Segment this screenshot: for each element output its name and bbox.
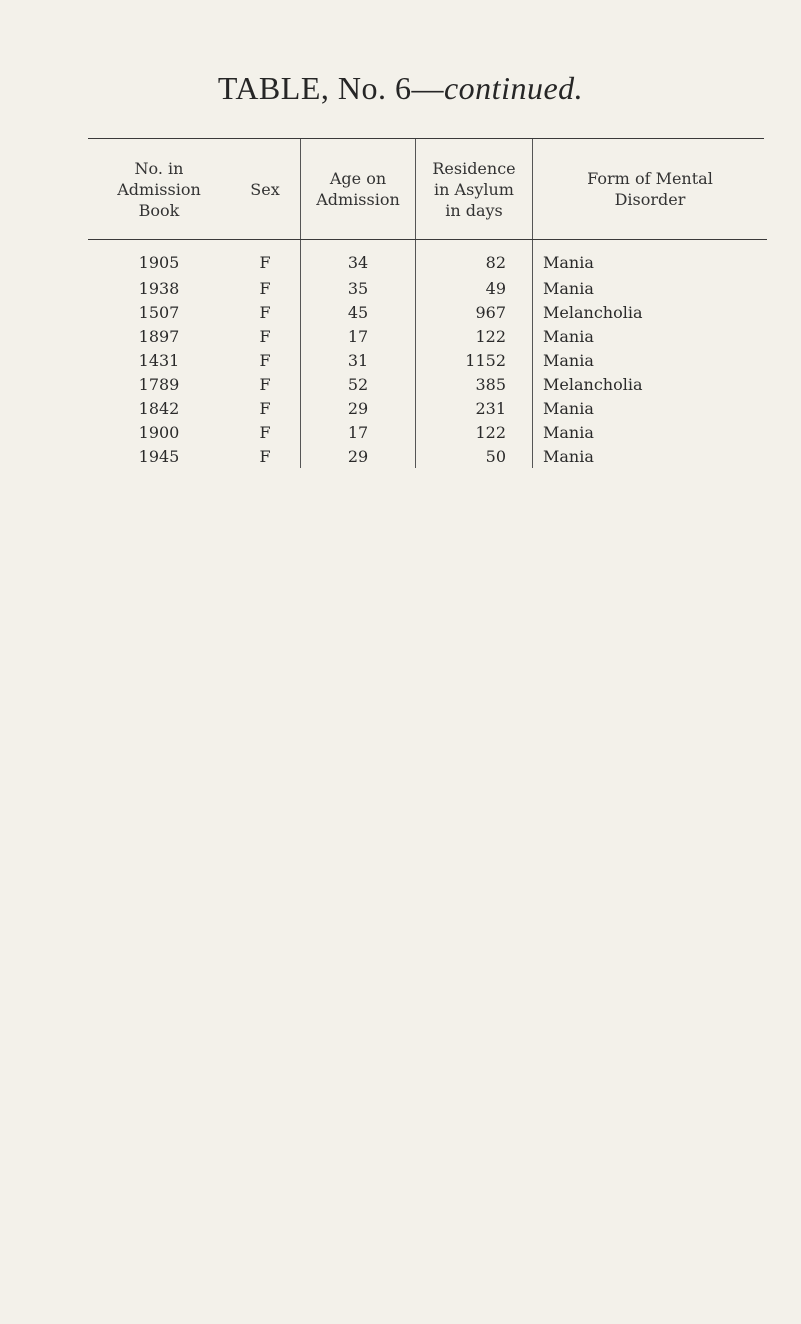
cell-sex: F bbox=[259, 350, 271, 370]
cell-sex: F bbox=[259, 302, 271, 322]
cell-residence-days: 967 bbox=[416, 300, 533, 324]
cell-age: 17 bbox=[301, 420, 416, 444]
cell-disorder: Mania bbox=[533, 420, 768, 444]
cell-age: 31 bbox=[301, 348, 416, 372]
header-admission-number: No. in Admission Book bbox=[117, 158, 201, 220]
cell-age: 29 bbox=[301, 396, 416, 420]
table-row bbox=[88, 324, 767, 348]
cell-sex: F bbox=[259, 374, 271, 394]
cell-residence-days: 385 bbox=[416, 372, 533, 396]
cell-residence-days: 231 bbox=[416, 396, 533, 420]
cell-age: 29 bbox=[301, 444, 416, 468]
table-row bbox=[88, 300, 767, 324]
cell-residence-days: 122 bbox=[416, 324, 533, 348]
header-form-of-disorder: Form of Mental Disorder bbox=[533, 139, 768, 239]
data-table-container bbox=[88, 138, 764, 468]
table-row bbox=[88, 396, 767, 420]
cell-age: 35 bbox=[301, 276, 416, 300]
cell-age: 34 bbox=[301, 240, 416, 276]
cell-residence-days: 50 bbox=[416, 444, 533, 468]
cell-admission-number: 1789 bbox=[138, 374, 180, 394]
cell-admission-number: 1938 bbox=[138, 278, 180, 298]
cell-disorder: Mania bbox=[533, 396, 768, 420]
cell-admission-number: 1905 bbox=[138, 252, 180, 272]
cell-sex: F bbox=[259, 398, 271, 418]
table-row bbox=[88, 240, 767, 276]
cell-disorder: Mania bbox=[533, 324, 768, 348]
cell-residence-days: 122 bbox=[416, 420, 533, 444]
cell-age: 52 bbox=[301, 372, 416, 396]
table-row bbox=[88, 420, 767, 444]
cell-sex: F bbox=[259, 252, 271, 272]
cell-sex: F bbox=[259, 446, 271, 466]
table-row bbox=[88, 444, 767, 468]
cell-admission-number: 1945 bbox=[138, 446, 180, 466]
cell-residence-days: 82 bbox=[416, 240, 533, 276]
title-main: TABLE, No. 6— bbox=[217, 70, 444, 106]
cell-admission-number: 1900 bbox=[138, 422, 180, 442]
cell-admission-number: 1897 bbox=[138, 326, 180, 346]
cell-age: 45 bbox=[301, 300, 416, 324]
title-continued: continued. bbox=[443, 70, 584, 106]
cell-disorder: Mania bbox=[533, 276, 768, 300]
cell-disorder: Mania bbox=[533, 444, 768, 468]
header-sex: Sex bbox=[250, 179, 280, 199]
table-row bbox=[88, 276, 767, 300]
table-row bbox=[88, 348, 767, 372]
cell-age: 17 bbox=[301, 324, 416, 348]
cell-disorder: Mania bbox=[533, 348, 768, 372]
page-title bbox=[0, 70, 801, 107]
cell-residence-days: 1152 bbox=[416, 348, 533, 372]
cell-residence-days: 49 bbox=[416, 276, 533, 300]
table-row bbox=[88, 372, 767, 396]
cell-admission-number: 1842 bbox=[138, 398, 180, 418]
cell-sex: F bbox=[259, 422, 271, 442]
header-age: Age on Admission bbox=[301, 139, 416, 239]
cell-sex: F bbox=[259, 278, 271, 298]
admissions-table bbox=[88, 139, 767, 468]
cell-admission-number: 1507 bbox=[138, 302, 180, 322]
cell-disorder: Mania bbox=[533, 240, 768, 276]
cell-admission-number: 1431 bbox=[138, 350, 180, 370]
cell-sex: F bbox=[259, 326, 271, 346]
table-header-row bbox=[88, 139, 767, 239]
cell-disorder: Melancholia bbox=[533, 372, 768, 396]
cell-disorder: Melancholia bbox=[533, 300, 768, 324]
header-residence: Residence in Asylum in days bbox=[416, 139, 533, 239]
